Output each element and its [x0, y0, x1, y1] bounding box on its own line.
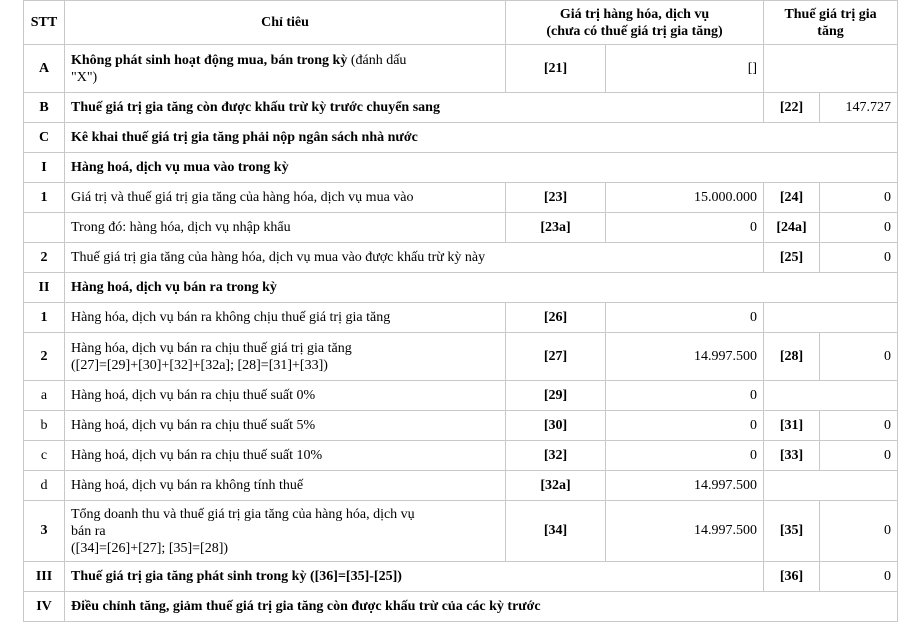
empty-cell [764, 471, 898, 501]
row-code-vat: [24] [764, 183, 820, 213]
row-stt: 1 [24, 303, 65, 333]
row-label-note: (đánh dấu [347, 52, 407, 68]
row-vat-value: 0 [820, 501, 898, 562]
row-label: Thuế giá trị gia tăng của hàng hóa, dịch vụ mua vào được khấu trừ kỳ này [65, 243, 764, 273]
row-stt: a [24, 381, 65, 411]
header-goods-value-line2: (chưa có thuế giá trị gia tăng) [546, 23, 723, 39]
row-label: Hàng hoá, dịch vụ bán ra chịu thuế suất 0% [65, 381, 506, 411]
header-vat [764, 1, 898, 45]
row-vat-value: 0 [820, 562, 898, 592]
row-stt [24, 213, 65, 243]
row-label [65, 501, 506, 562]
row-stt: 3 [24, 501, 65, 562]
row-goods-value: 0 [606, 441, 764, 471]
row-stt: II [24, 273, 65, 303]
row-label: Hàng hoá, dịch vụ bán ra chịu thuế suất 10% [65, 441, 506, 471]
header-vat-line2: tăng [817, 23, 844, 39]
row-sd [24, 471, 898, 501]
row-stt: 2 [24, 243, 65, 273]
row-stt: b [24, 411, 65, 441]
row-stt: I [24, 153, 65, 183]
row-value: 147.727 [820, 93, 898, 123]
row-goods-value: 15.000.000 [606, 183, 764, 213]
row-label: Hàng hoá, dịch vụ bán ra chịu thuế suất 5% [65, 411, 506, 441]
row-label-bold: Không phát sinh hoạt động mua, bán trong kỳ [71, 52, 348, 68]
row-label: Hàng hóa, dịch vụ bán ra không chịu thuế giá trị gia tăng [65, 303, 506, 333]
row-B [24, 93, 898, 123]
row-label: Hàng hoá, dịch vụ mua vào trong kỳ [65, 153, 898, 183]
row-s3 [24, 501, 898, 562]
row-stt: 2 [24, 333, 65, 381]
row-II [24, 273, 898, 303]
row-goods-value: 0 [606, 213, 764, 243]
row-III [24, 562, 898, 592]
row-code-vat: [35] [764, 501, 820, 562]
row-vat-value: 0 [820, 441, 898, 471]
vat-declaration-table [23, 0, 898, 622]
row-code-vat: [36] [764, 562, 820, 592]
row-code-value: [34] [506, 501, 606, 562]
row-goods-value: 14.997.500 [606, 471, 764, 501]
row-vat-value: 0 [820, 213, 898, 243]
header-vat-line1: Thuế giá trị gia [784, 6, 877, 22]
row-goods-value: 14.997.500 [606, 333, 764, 381]
header-stt: STT [24, 1, 65, 45]
row-label: Thuế giá trị gia tăng còn được khấu trừ kỳ trước chuyển sang [65, 93, 764, 123]
row-code: [21] [506, 45, 606, 93]
row-vat-value: 0 [820, 243, 898, 273]
row-label-line1: Tổng doanh thu và thuế giá trị gia tăng của hàng hóa, dịch vụ [71, 506, 415, 522]
row-label-line3: ([34]=[26]+[27]; [35]=[28]) [71, 540, 229, 556]
row-vat-value: 0 [820, 333, 898, 381]
row-label [65, 333, 506, 381]
row-1-imports [24, 213, 898, 243]
row-goods-value: 0 [606, 303, 764, 333]
row-code-value: [23a] [506, 213, 606, 243]
row-code-vat: [31] [764, 411, 820, 441]
header-goods-value [506, 1, 764, 45]
row-label: Điều chỉnh tăng, giảm thuế giá trị gia tăng còn được khấu trừ của các kỳ trước [65, 592, 898, 622]
row-vat-value: 0 [820, 411, 898, 441]
row-label-line2: "X") [71, 69, 98, 85]
row-1-purchases [24, 183, 898, 213]
row-goods-value: 14.997.500 [606, 501, 764, 562]
row-code-value: [32a] [506, 471, 606, 501]
row-s1 [24, 303, 898, 333]
row-stt: d [24, 471, 65, 501]
table-header-row [24, 1, 898, 45]
row-A [24, 45, 898, 93]
empty-cell [764, 45, 898, 93]
row-goods-value: 0 [606, 411, 764, 441]
row-code-value: [29] [506, 381, 606, 411]
empty-cell [764, 303, 898, 333]
row-stt: c [24, 441, 65, 471]
row-code-value: [26] [506, 303, 606, 333]
row-code-value: [30] [506, 411, 606, 441]
header-indicator: Chỉ tiêu [65, 1, 506, 45]
row-label: Hàng hoá, dịch vụ bán ra trong kỳ [65, 273, 898, 303]
row-sa [24, 381, 898, 411]
row-label: Thuế giá trị gia tăng phát sinh trong kỳ ([36]=[35]-[25]) [65, 562, 764, 592]
row-label: Hàng hoá, dịch vụ bán ra không tính thuế [65, 471, 506, 501]
row-stt: III [24, 562, 65, 592]
row-code-vat: [25] [764, 243, 820, 273]
row-goods-value: 0 [606, 381, 764, 411]
row-label-line2: bán ra [71, 523, 106, 539]
empty-cell [764, 381, 898, 411]
row-C [24, 123, 898, 153]
row-label: Trong đó: hàng hóa, dịch vụ nhập khẩu [65, 213, 506, 243]
row-label [65, 45, 506, 93]
row-s2 [24, 333, 898, 381]
row-code-value: [32] [506, 441, 606, 471]
row-code-vat: [24a] [764, 213, 820, 243]
row-IV [24, 592, 898, 622]
row-label: Kê khai thuế giá trị gia tăng phải nộp ngân sách nhà nước [65, 123, 898, 153]
row-vat-value: 0 [820, 183, 898, 213]
row-code: [22] [764, 93, 820, 123]
row-sc [24, 441, 898, 471]
row-2-deductible [24, 243, 898, 273]
row-code-vat: [28] [764, 333, 820, 381]
row-code-value: [23] [506, 183, 606, 213]
row-stt: B [24, 93, 65, 123]
header-goods-value-line1: Giá trị hàng hóa, dịch vụ [559, 6, 710, 22]
row-label: Giá trị và thuế giá trị gia tăng của hàng hóa, dịch vụ mua vào [65, 183, 506, 213]
row-code-value: [27] [506, 333, 606, 381]
row-code-vat: [33] [764, 441, 820, 471]
row-I [24, 153, 898, 183]
row-stt: 1 [24, 183, 65, 213]
row-label-line2: ([27]=[29]+[30]+[32]+[32a]; [28]=[31]+[33]) [71, 357, 328, 373]
row-stt: A [24, 45, 65, 93]
row-stt: C [24, 123, 65, 153]
row-label-line1: Hàng hóa, dịch vụ bán ra chịu thuế giá trị gia tăng [71, 340, 352, 356]
row-stt: IV [24, 592, 65, 622]
no-activity-checkbox[interactable]: [] [606, 45, 764, 93]
row-sb [24, 411, 898, 441]
